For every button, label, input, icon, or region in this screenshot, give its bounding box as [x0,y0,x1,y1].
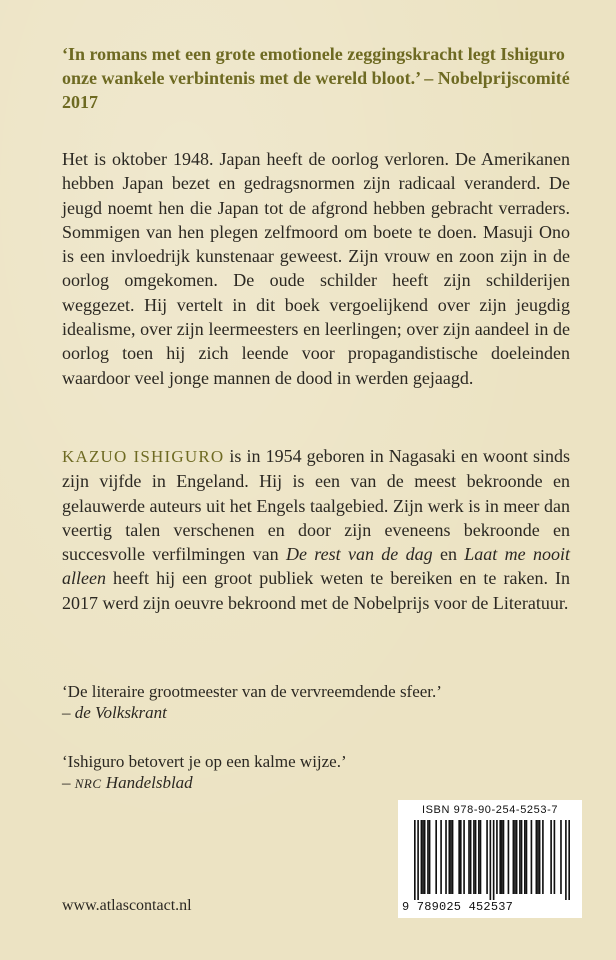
press-quote-volkskrant [62,681,582,723]
barcode-bar [550,820,552,894]
barcode-bar [424,820,426,894]
nobel-blurb: ‘In romans met een grote emotionele zeggingskracht legt Ishiguro onze wankele verbintenis met de wereld bloot.’ – Nobelprijscomité 2017 [62,44,570,112]
press-quote-text: ‘De literaire grootmeester van de vervreemdende sfeer.’ [62,682,442,701]
bio-title-2: Laat me nooit alleen [62,544,570,589]
quote-dash: – [62,703,75,722]
isbn-number: ISBN 978-90-254-5253-7 [421,804,559,816]
barcode-bar [531,820,533,894]
bio-title-1: De rest van de dag [285,544,433,565]
barcode-bar [448,820,450,894]
barcode-bar [478,820,480,894]
barcode-bar [503,820,505,894]
bio-part-1: is in 1954 geboren in Nagasaki en woont sinds zijn vijfde in Engeland. Hij is een van de meest bekroonde en gelauwerde auteurs uit het Engels taalgebied. Zijn werk is in meer dan veertig talen verschenen en door zijn eveneens bekroonde en succesvolle verfilmingen van [62,446,570,565]
barcode-bar [513,820,515,894]
bio-part-2: en [432,544,465,565]
press-quote-text: ‘Ishiguro betovert je op een kalme wijze.’ [62,752,347,771]
press-quote-source [62,772,582,794]
quote-source-name: de Volkskrant [74,703,167,722]
ean-digits: 9 789025 452537 [402,900,514,914]
barcode-bar [496,820,498,894]
barcode-bar [542,820,544,894]
barcode-bar [486,820,488,894]
barcode-bar [458,820,460,894]
barcode-bar [568,820,570,900]
barcode-bar [470,820,472,894]
author-bio [62,444,570,615]
barcode-bar [493,820,495,900]
barcode-bar [445,820,447,894]
barcode-bar [516,820,518,894]
barcode-bar [508,820,510,894]
bio-part-3: heeft hij een groot publiek weten te bereiken en te raken. In 2017 werd zijn oeuvre bekroond met de Nobelprijs voor de Literatuur. [62,568,570,613]
barcode-bar [452,820,454,894]
barcode-bar [440,820,442,894]
barcode-bar [499,820,501,894]
barcode-bar [429,820,431,894]
barcode-bar [473,820,475,894]
publisher-website[interactable]: www.atlascontact.nl [62,897,192,914]
barcode-bar [421,820,423,894]
press-quote-nrc [62,751,582,794]
barcode-bar [514,820,516,894]
barcode-bar [554,820,556,894]
barcode-bar [450,820,452,894]
barcode-bar [537,820,539,894]
barcode-bar [414,820,416,900]
barcode-bar [435,820,437,894]
quote-dash: – [62,773,75,792]
press-quote-source [62,702,582,723]
barcode-bar [501,820,503,894]
barcode-bar [480,820,482,894]
barcode-bar [560,820,562,894]
quote-source-name: Handelsblad [101,773,193,792]
author-name: KAZUO ISHIGURO [62,447,225,466]
barcode-bar [521,820,523,894]
barcode-bar [463,820,465,894]
barcode-bar [565,820,567,900]
barcode-bar [468,820,470,894]
barcode-bar [460,820,462,894]
barcode-bar [475,820,477,894]
barcode-bar [524,820,526,894]
barcode-icon [414,820,570,900]
barcode-bar [490,820,492,900]
barcode-bar [427,820,429,894]
barcode-bar [519,820,521,894]
barcode-bar [417,820,419,900]
summary-paragraph: Het is oktober 1948. Japan heeft de oorlog verloren. De Amerikanen hebben Japan bezet en gedragsnormen zijn radicaal veranderd. De jeugd noemt hen die Japan tot de afgrond hebben gebracht verraders. Sommigen van hen plegen zelfmoord om boete te doen. Masuji Ono is een invloedrijk kunstenaar geweest. Zijn vrouw en zoon zijn in de oorlog omgekomen. De oude schilder heeft zijn schilderijen weggezet. Hij vertelt in dit boek vergoelijkend over zijn jeugdig idealisme, over zijn leermeesters en leerlingen; over zijn aandeel in de oorlog toen hij zich leende voor propagandistische doeleinden waardoor veel jonge mannen de dood in werden gejaagd. [62,149,570,388]
barcode-bar [536,820,538,894]
barcode-bar [422,820,424,894]
barcode-bar [526,820,528,894]
barcode-label [398,800,582,918]
barcode-bar [539,820,541,894]
quote-source-prefix: NRC [74,776,102,791]
